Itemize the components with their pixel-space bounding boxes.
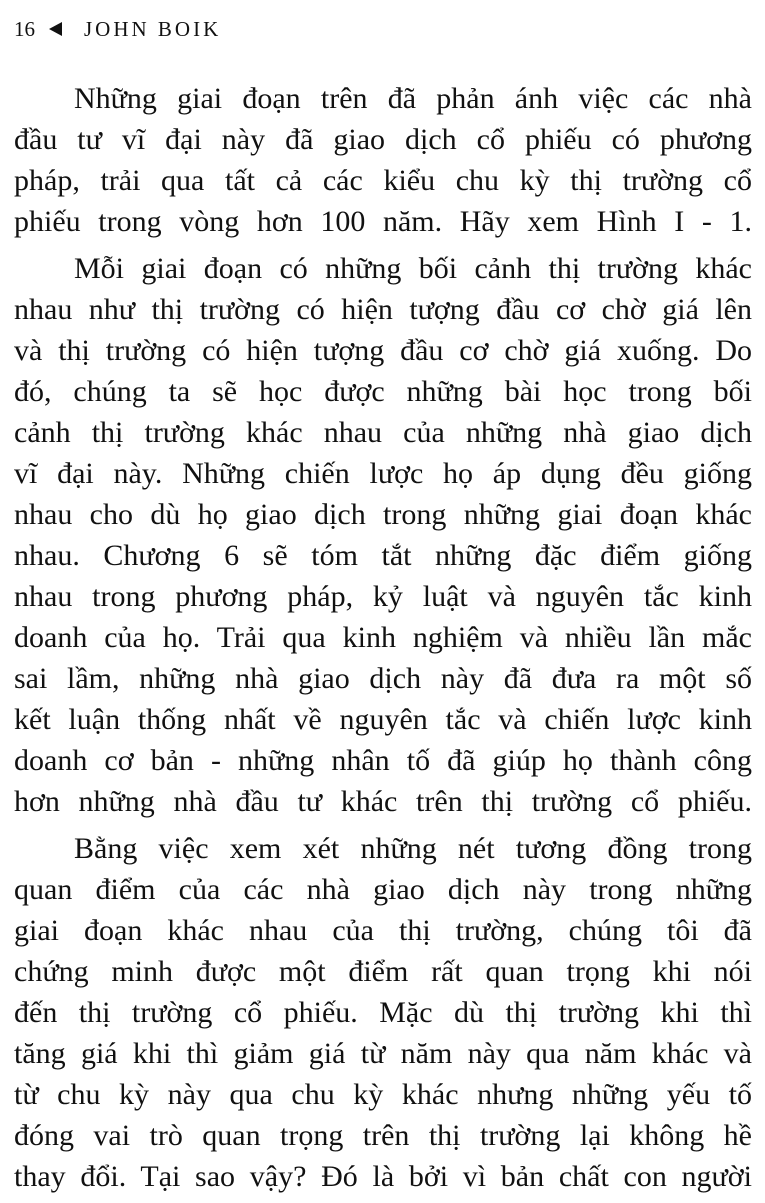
text-line: chứng minh được một điểm rất quan trọng khi nói <box>14 955 752 988</box>
text-line: hơn những nhà đầu tư khác trên thị trường cổ phiếu. <box>14 785 752 818</box>
text-line: nhau cho dù họ giao dịch trong những giai đoạn khác <box>14 498 752 531</box>
text-line: tăng giá khi thì giảm giá từ năm này qua năm khác và <box>14 1037 752 1070</box>
text-line: sai lầm, những nhà giao dịch này đã đưa ra một số <box>14 662 752 695</box>
text-line: kết luận thống nhất về nguyên tắc và chiến lược kinh <box>14 703 752 736</box>
text-line: phiếu trong vòng hơn 100 năm. Hãy xem Hình I - 1. <box>14 205 752 238</box>
text-line: đến thị trường cổ phiếu. Mặc dù thị trường khi thì <box>14 996 752 1029</box>
text-line: nhau. Chương 6 sẽ tóm tắt những đặc điểm giống <box>14 539 752 572</box>
text-line: quan điểm của các nhà giao dịch này trong những <box>14 873 752 906</box>
text-line: thay đổi. Tại sao vậy? Đó là bởi vì bản chất con người <box>14 1160 752 1193</box>
text-line: và thị trường có hiện tượng đầu cơ chờ giá xuống. Do <box>14 334 752 367</box>
text-line: từ chu kỳ này qua chu kỳ khác nhưng những yếu tố <box>14 1078 752 1111</box>
text-line: vĩ đại này. Những chiến lược họ áp dụng đều giống <box>14 457 752 490</box>
left-triangle-icon <box>49 22 62 36</box>
text-line: đó, chúng ta sẽ học được những bài học trong bối <box>14 375 752 408</box>
body-text <box>14 78 752 1203</box>
paragraph <box>14 828 752 1197</box>
text-line: pháp, trải qua tất cả các kiểu chu kỳ thị trường cổ <box>14 164 752 197</box>
text-line: Những giai đoạn trên đã phản ánh việc các nhà <box>74 82 752 115</box>
text-line: đóng vai trò quan trọng trên thị trường lại không hề <box>14 1119 752 1152</box>
book-author: JOHN BOIK <box>84 16 222 41</box>
text-line: nhau trong phương pháp, kỷ luật và nguyên tắc kinh <box>14 580 752 613</box>
running-head <box>14 14 221 44</box>
text-line: nhau như thị trường có hiện tượng đầu cơ chờ giá lên <box>14 293 752 326</box>
text-line: Mỗi giai đoạn có những bối cảnh thị trường khác <box>74 252 752 285</box>
text-line: giai đoạn khác nhau của thị trường, chúng tôi đã <box>14 914 752 947</box>
paragraph <box>14 248 752 822</box>
text-line: doanh cơ bản - những nhân tố đã giúp họ thành công <box>14 744 752 777</box>
text-line: doanh của họ. Trải qua kinh nghiệm và nhiều lần mắc <box>14 621 752 654</box>
page-number: 16 <box>14 16 35 41</box>
text-line: cảnh thị trường khác nhau của những nhà giao dịch <box>14 416 752 449</box>
text-line: đầu tư vĩ đại này đã giao dịch cổ phiếu có phương <box>14 123 752 156</box>
text-line: Bằng việc xem xét những nét tương đồng trong <box>74 832 752 865</box>
paragraph <box>14 78 752 242</box>
